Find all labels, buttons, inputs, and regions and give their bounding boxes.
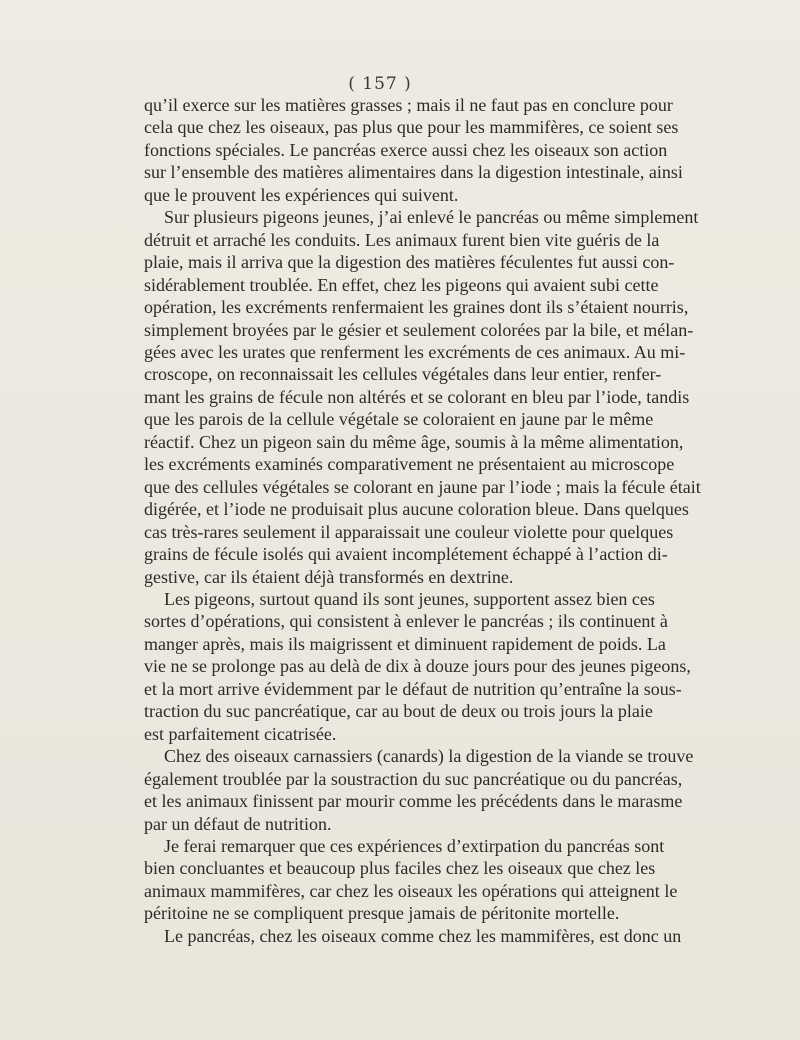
text-line: croscope, on reconnaissait les cellules végétales dans leur entier, renfer- xyxy=(144,364,662,385)
text-line: gestive, car ils étaient déjà transformés en dextrine. xyxy=(144,566,514,587)
paragraph xyxy=(144,925,682,947)
text-line: que des cellules végétales se colorant en jaune par l’iode ; mais la fécule était xyxy=(144,476,701,497)
text-line: Sur plusieurs pigeons jeunes, j’ai enlevé le pancréas ou même simplement xyxy=(164,207,699,228)
text-line: Le pancréas, chez les oiseaux comme chez les mammifères, est donc un xyxy=(164,925,682,946)
text-line: et la mort arrive évidemment par le défaut de nutrition qu’entraîne la sous- xyxy=(144,678,682,699)
paragraph xyxy=(144,745,694,835)
text-line: par un défaut de nutrition. xyxy=(144,813,332,834)
text-line: mant les grains de fécule non altérés et se colorant en bleu par l’iode, tandis xyxy=(144,386,690,407)
text-line: Les pigeons, surtout quand ils sont jeunes, supportent assez bien ces xyxy=(164,588,655,609)
text-line: Je ferai remarquer que ces expériences d’extirpation du pancréas sont xyxy=(164,835,665,856)
text-line: cas très-rares seulement il apparaissait une couleur violette pour quelques xyxy=(144,521,674,542)
text-line: simplement broyées par le gésier et seulement colorées par la bile, et mélan- xyxy=(144,319,694,340)
text-line: sidérablement troublée. En effet, chez les pigeons qui avaient subi cette xyxy=(144,274,659,295)
text-line: opération, les excréments renfermaient les graines dont ils s’étaient nourris, xyxy=(144,297,689,318)
text-line: animaux mammifères, car chez les oiseaux les opérations qui atteignent le xyxy=(144,880,678,901)
text-line: les excréments examinés comparativement ne présentaient au microscope xyxy=(144,454,675,475)
text-line: gées avec les urates que renferment les excréments de ces animaux. Au mi- xyxy=(144,341,686,362)
text-line: qu’il exerce sur les matières grasses ; mais il ne faut pas en conclure pour xyxy=(144,95,673,115)
text-line: que les parois de la cellule végétale se coloraient en jaune par le même xyxy=(144,409,654,430)
paragraph xyxy=(144,206,701,588)
text-line: réactif. Chez un pigeon sain du même âge, soumis à la même alimentation, xyxy=(144,431,684,452)
body-text xyxy=(144,94,701,947)
text-line: sortes d’opérations, qui consistent à enlever le pancréas ; ils continuent à xyxy=(144,611,668,632)
paragraph xyxy=(144,588,691,745)
page-number: ( 157 ) xyxy=(348,74,412,94)
text-line: que le prouvent les expériences qui suivent. xyxy=(144,184,459,205)
text-line: digérée, et l’iode ne produisait plus aucune coloration bleue. Dans quelques xyxy=(144,499,689,520)
text-line: vie ne se prolonge pas au delà de dix à douze jours pour des jeunes pigeons, xyxy=(144,656,691,677)
paragraph xyxy=(144,835,678,925)
text-line: et les animaux finissent par mourir comme les précédents dans le marasme xyxy=(144,791,683,812)
text-line: traction du suc pancréatique, car au bout de deux ou trois jours la plaie xyxy=(144,701,653,722)
text-line: sur l’ensemble des matières alimentaires dans la digestion intestinale, ainsi xyxy=(144,162,683,183)
text-line: cela que chez les oiseaux, pas plus que pour les mammifères, ce soient ses xyxy=(144,117,679,138)
text-line: péritoine ne se compliquent presque jamais de péritonite mortelle. xyxy=(144,903,620,924)
text-line: fonctions spéciales. Le pancréas exerce aussi chez les oiseaux son action xyxy=(144,139,668,160)
paragraph xyxy=(144,94,683,206)
text-line: bien concluantes et beaucoup plus faciles chez les oiseaux que chez les xyxy=(144,858,656,879)
text-line: est parfaitement cicatrisée. xyxy=(144,723,337,744)
text-line: également troublée par la soustraction du suc pancréatique ou du pancréas, xyxy=(144,768,683,789)
text-line: grains de fécule isolés qui avaient incomplétement échappé à l’action di- xyxy=(144,544,668,565)
text-line: détruit et arraché les conduits. Les animaux furent bien vite guéris de la xyxy=(144,229,660,250)
text-line: Chez des oiseaux carnassiers (canards) la digestion de la viande se trouve xyxy=(164,746,694,767)
text-line: plaie, mais il arriva que la digestion des matières féculentes fut aussi con- xyxy=(144,252,675,273)
text-line: manger après, mais ils maigrissent et diminuent rapidement de poids. La xyxy=(144,633,666,654)
